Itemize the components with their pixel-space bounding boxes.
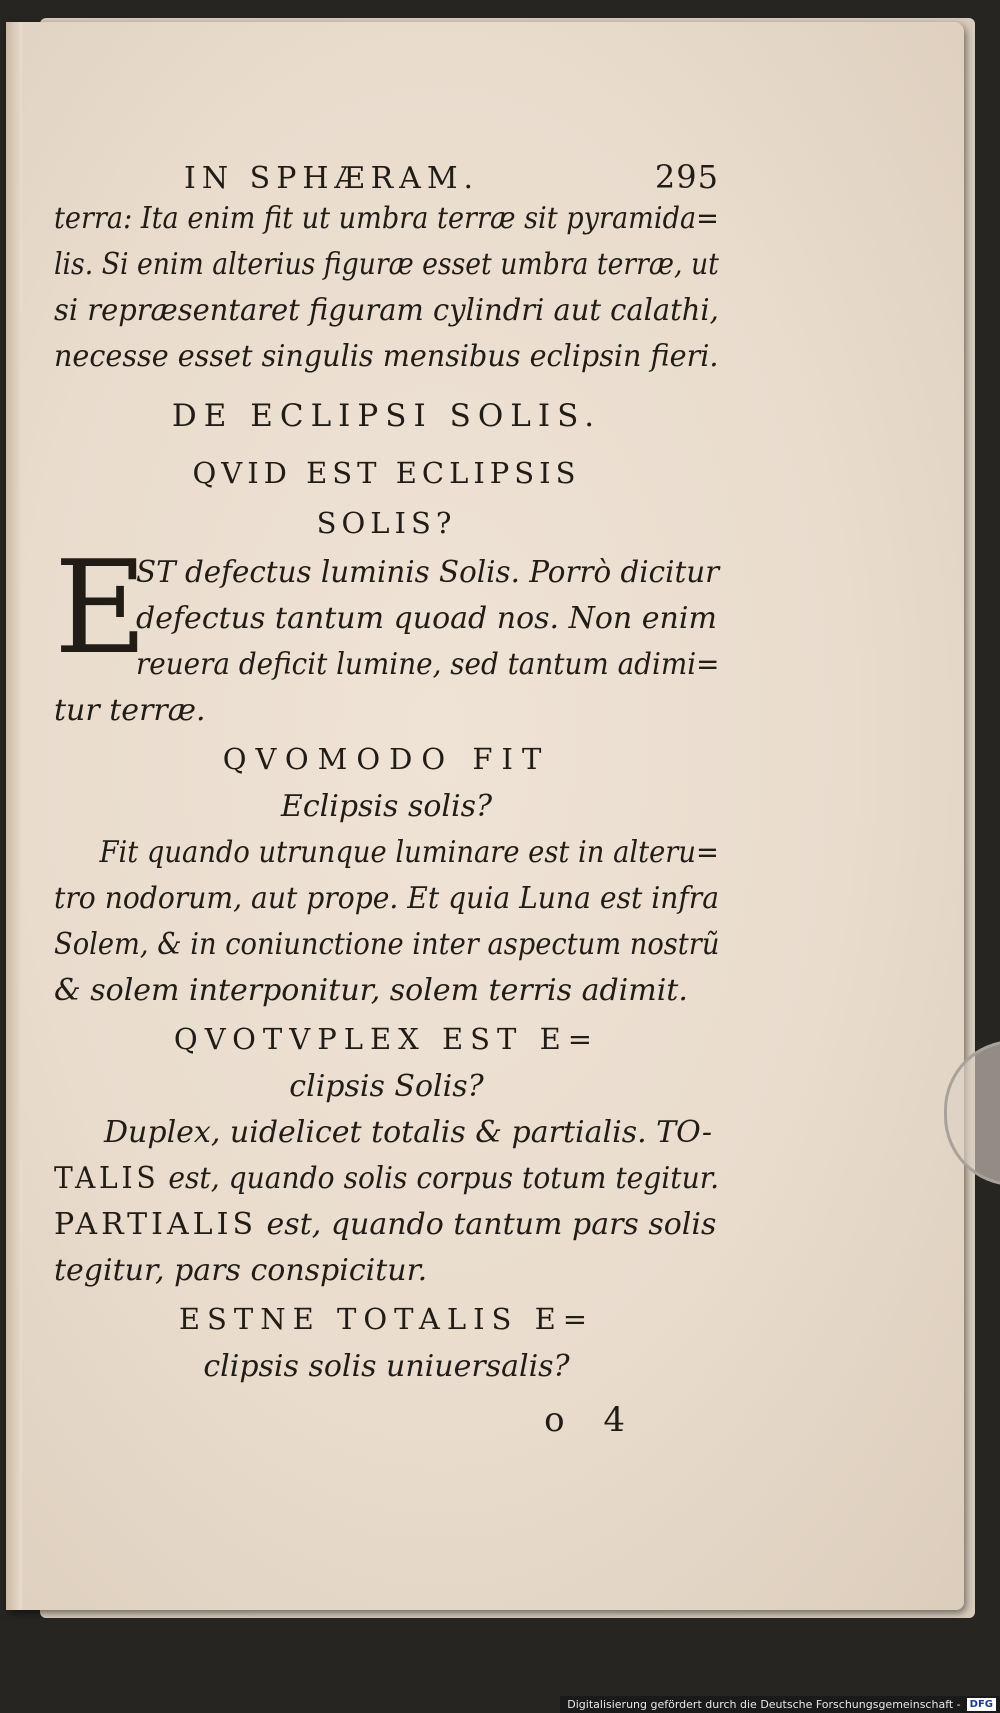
page-text — [54, 140, 719, 1450]
text-segment: est, quando tantum pars solis — [257, 1207, 717, 1242]
answer-3 — [54, 1110, 719, 1294]
text-line: & solem interponitur, solem terris adimit. — [54, 973, 688, 1008]
question-4-line-1: ESTNE TOTALIS E= — [178, 1302, 595, 1336]
bookmark-tab — [944, 1040, 1000, 1186]
paragraph-intro — [54, 196, 719, 380]
answer-1 — [54, 534, 720, 688]
book-page — [6, 22, 964, 1610]
question-1-line-2: SOLIS? — [316, 506, 457, 540]
signature-mark: o 4 — [544, 1400, 639, 1440]
small-caps-term: TALIS — [54, 1161, 160, 1196]
text-line: necesse esset singulis mensibus eclipsin fieri. — [54, 339, 719, 374]
dfg-logo: DFG — [967, 1698, 996, 1711]
text-line: defectus tantum quoad nos. Non enim — [136, 601, 717, 636]
text-line — [54, 1156, 720, 1202]
text-line: tro nodorum, aut prope. Et quia Luna est infra — [54, 881, 720, 916]
text-line: reuera deficit lumine, sed tantum adimi= — [136, 647, 720, 682]
question-3-line-2: clipsis Solis? — [289, 1069, 484, 1104]
digitization-credit — [560, 1696, 1000, 1713]
question-3-line-1: QVOTVPLEX EST E= — [173, 1022, 600, 1056]
small-caps-term: PARTIALIS — [54, 1207, 258, 1242]
answer-2 — [54, 830, 719, 1014]
text-line: ST defectus luminis Solis. Porrò dicitur — [136, 555, 720, 590]
text-line: Fit quando utrunque luminare est in alteru= — [99, 835, 719, 870]
text-line: tegitur, pars conspicitur. — [54, 1253, 428, 1288]
question-1-line-1: QVID EST ECLIPSIS — [192, 456, 581, 490]
text-line: Duplex, uidelicet totalis & partialis. TO- — [104, 1115, 713, 1150]
question-2-line-2: Eclipsis solis? — [280, 789, 493, 824]
text-line: terra: Ita enim fit ut umbra terræ sit pyramida= — [54, 201, 719, 236]
text-segment: est, quando solis corpus totum tegitur. — [159, 1161, 720, 1196]
text-line: tur terræ. — [54, 693, 206, 728]
running-title: IN SPHÆRAM. — [184, 161, 480, 196]
drop-capital: E — [54, 534, 148, 683]
text-line — [54, 1202, 719, 1248]
question-4-line-2: clipsis solis uniuersalis? — [203, 1349, 570, 1384]
page-gutter — [6, 22, 22, 1610]
text-line: lis. Si enim alterius figuræ esset umbra terræ, ut — [54, 247, 719, 282]
running-header — [54, 140, 719, 196]
credit-text: Digitalisierung gefördert durch die Deutsche Forschungsgemeinschaft - — [567, 1698, 961, 1711]
text-line: Solem, & in coniunctione inter aspectum nostrũ — [54, 927, 720, 962]
text-line: si repræsentaret figuram cylindri aut calathi, — [54, 293, 719, 328]
section-title: DE ECLIPSI SOLIS. — [171, 398, 602, 434]
folio-number: 295 — [654, 158, 719, 196]
question-2-line-1: QVOMODO FIT — [222, 742, 551, 776]
